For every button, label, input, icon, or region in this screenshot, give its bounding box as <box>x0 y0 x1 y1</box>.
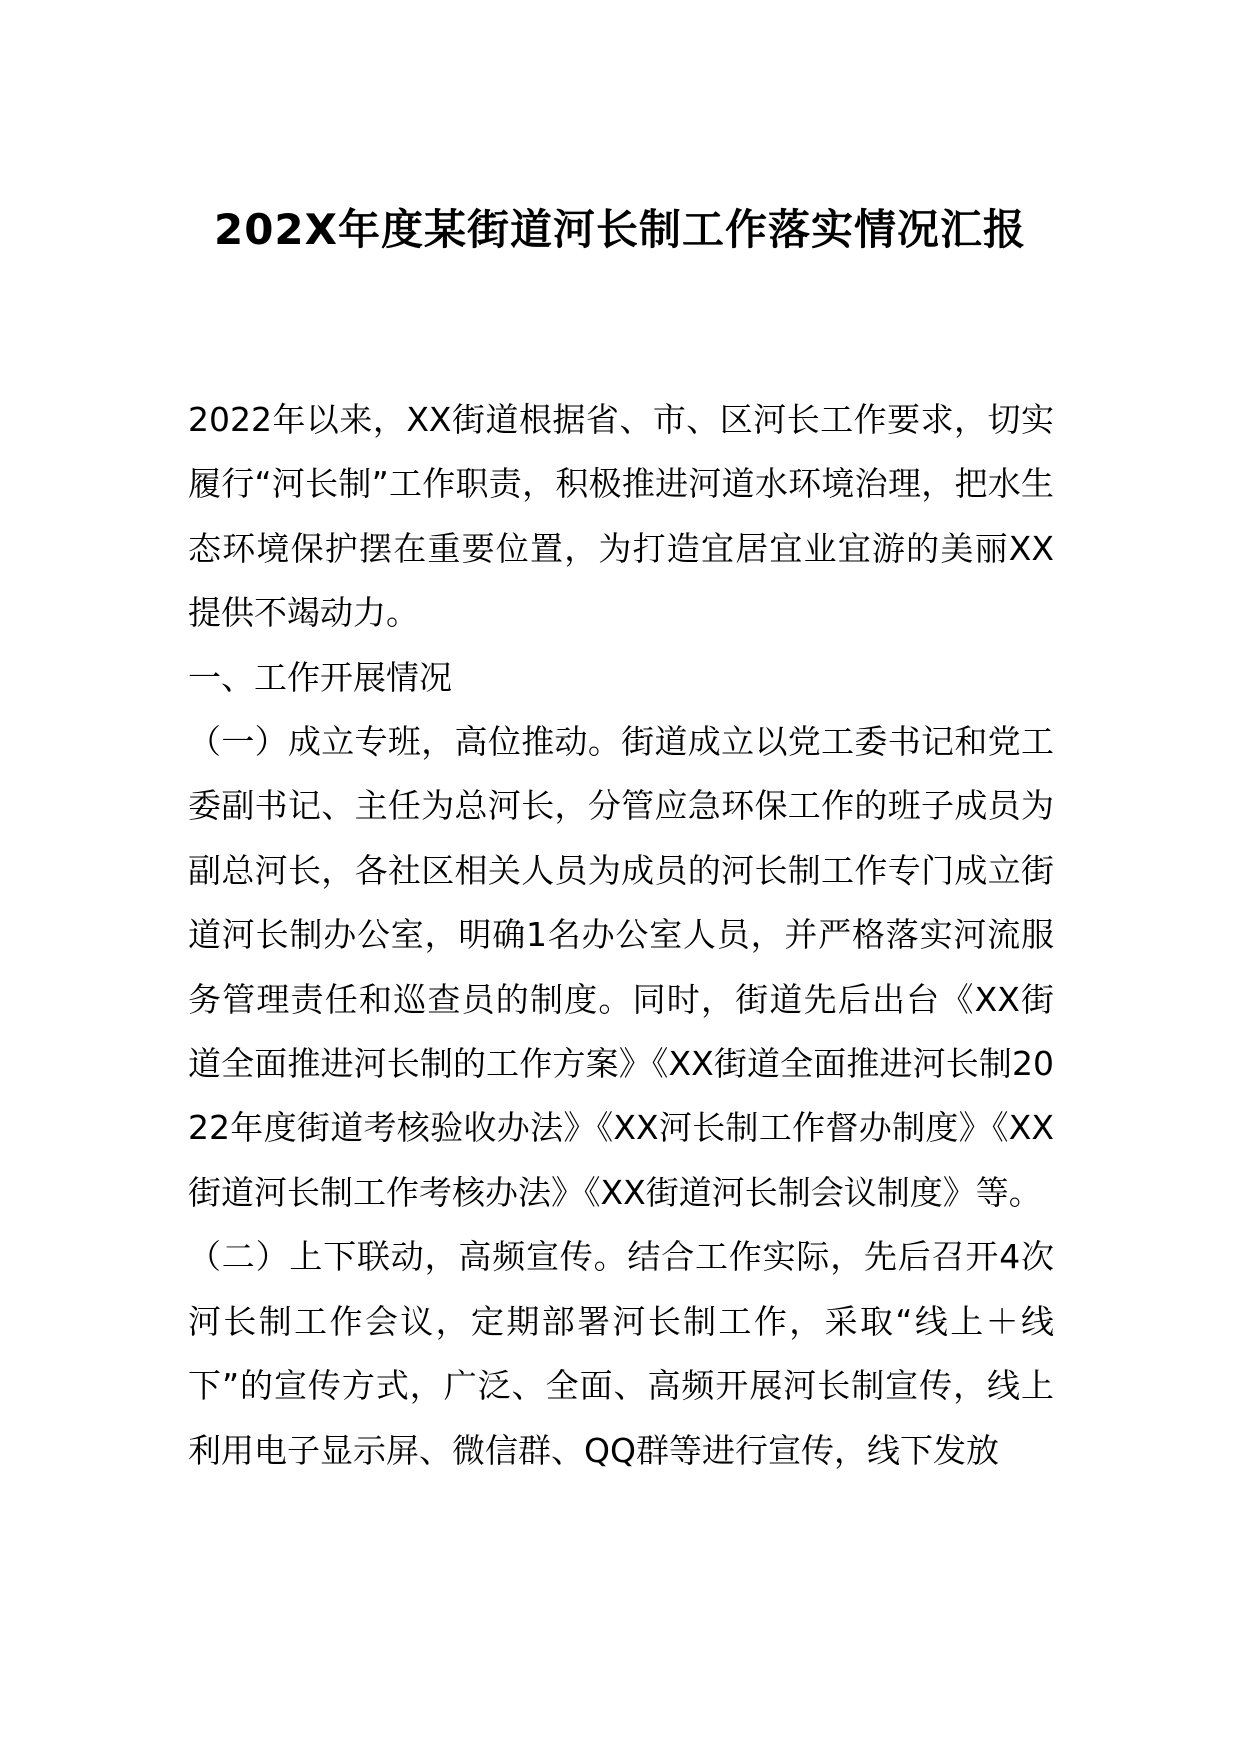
intro-paragraph: 2022年以来，XX街道根据省、市、区河长工作要求，切实履行“河长制”工作职责，积极推进河道水环境治理，把水生态环境保护摆在重要位置，为打造宜居宜业宜游的美丽XX提供不竭动力。 <box>188 400 1054 633</box>
section-paragraph-2: （二）上下联动，高频宣传。结合工作实际，先后召开4次河长制工作会议，定期部署河长制工作，采取“线上＋线下”的宣传方式，广泛、全面、高频开展河长制宣传，线上利用电子显示屏、微信群、QQ群等进行宣传，线下发放 <box>188 1237 1054 1470</box>
section-heading: 一、工作开展情况 <box>188 657 452 697</box>
document-body <box>188 388 1054 1483</box>
document-title: 202X年度某街道河长制工作落实情况汇报 <box>213 205 1027 254</box>
section-paragraph-1: （一）成立专班，高位推动。街道成立以党工委书记和党工委副书记、主任为总河长，分管应急环保工作的班子成员为副总河长，各社区相关人员为成员的河长制工作专门成立街道河长制办公室，明确1名办公室人员，并严格落实河流服务管理责任和巡查员的制度。同时，街道先后出台《XX街道全面推进河长制的工作方案》《XX街道全面推进河长制2022年度街道考核验收办法》《XX河长制工作督办制度》《XX街道河长制工作考核办法》《XX街道河长制会议制度》等。 <box>188 722 1054 1212</box>
